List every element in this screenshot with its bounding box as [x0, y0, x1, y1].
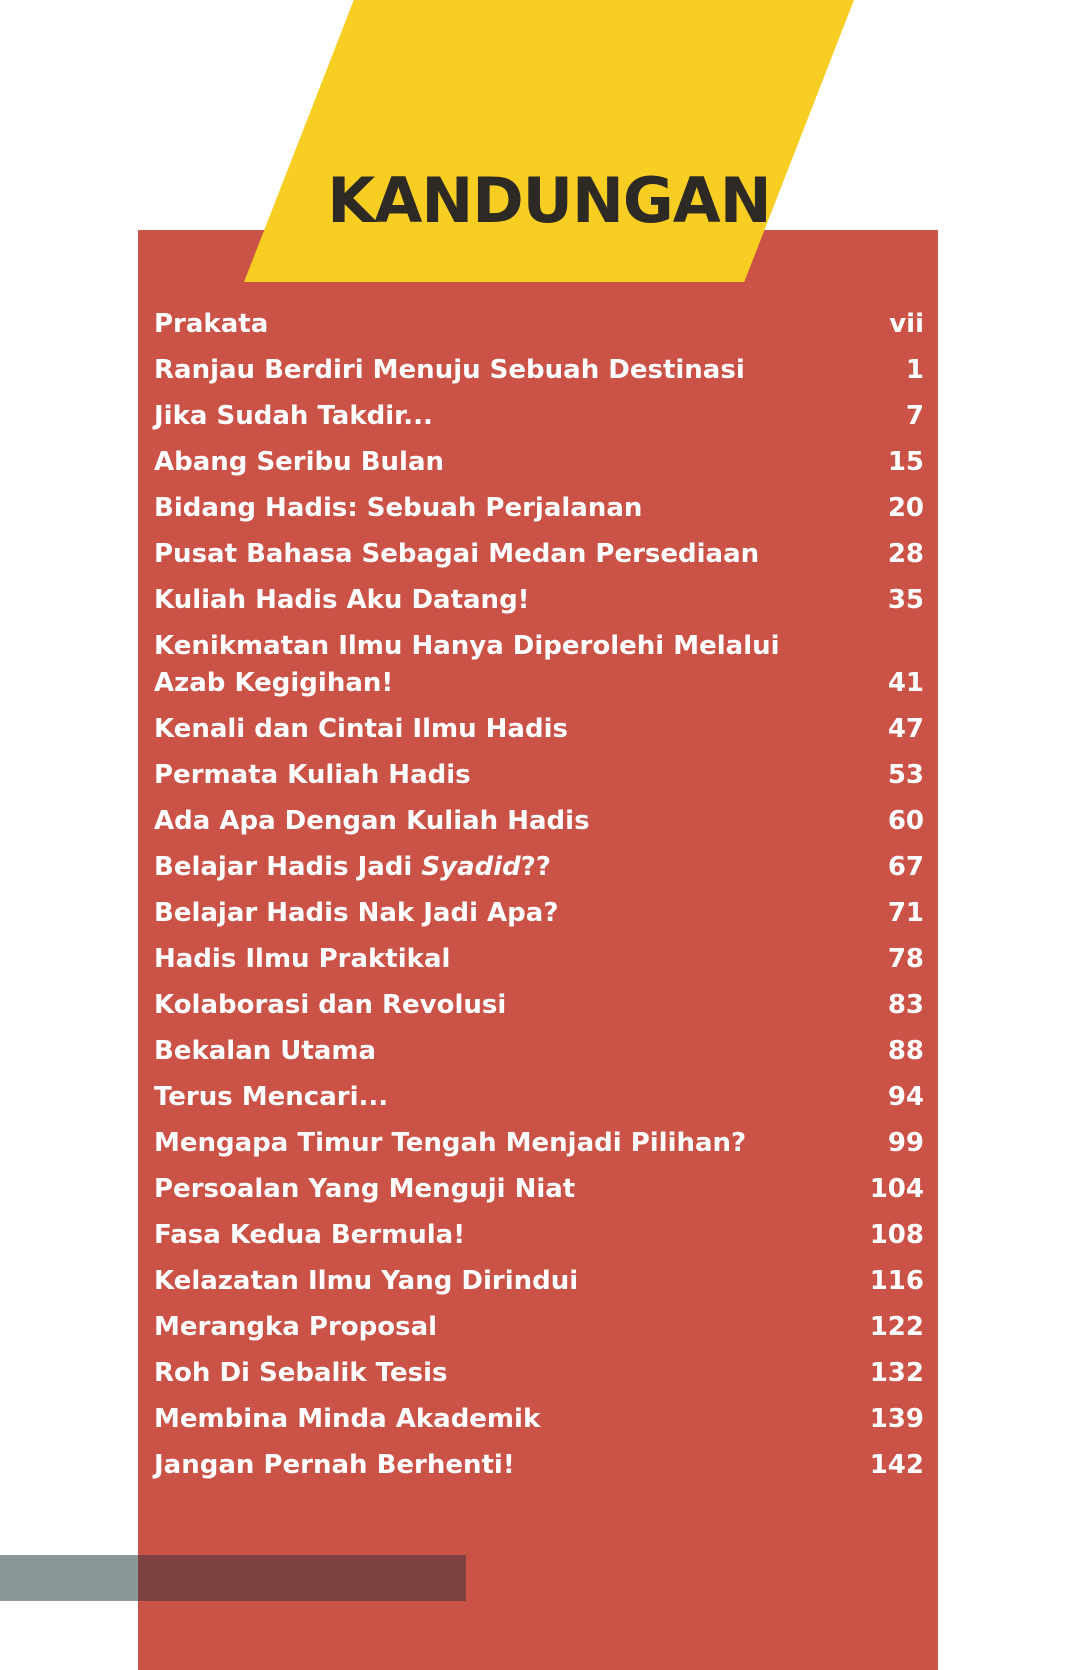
toc-entry-label: Fasa Kedua Bermula!	[154, 1220, 466, 1250]
toc-entry-page: 71	[887, 898, 924, 928]
toc-entry-page: vii	[889, 309, 924, 339]
decorative-bar-overlap	[138, 1555, 466, 1601]
toc-entry-page: 83	[887, 990, 924, 1020]
toc-entry-page: 35	[887, 585, 924, 615]
toc-entry-kolaborasi-dan-revolusi[interactable]	[154, 987, 924, 1024]
toc-entry-label: Prakata	[154, 309, 269, 339]
toc-entry-label	[154, 849, 864, 886]
toc-entry-prakata[interactable]	[154, 306, 924, 343]
toc-entry-page: 78	[887, 944, 924, 974]
toc-entry-label: Persoalan Yang Menguji Niat	[154, 1174, 576, 1204]
toc-entry-abang-seribu-bulan[interactable]	[154, 444, 924, 481]
toc-entry-label: Bekalan Utama	[154, 1036, 377, 1066]
toc-entry-page: 67	[887, 852, 924, 882]
toc-entry-page: 116	[869, 1266, 924, 1296]
toc-entry-kelazatan-ilmu[interactable]	[154, 1263, 924, 1300]
toc-entry-label: Ada Apa Dengan Kuliah Hadis	[154, 806, 590, 836]
toc-entry-page: 60	[887, 806, 924, 836]
toc-entry-label: Kenali dan Cintai Ilmu Hadis	[154, 714, 568, 744]
toc-entry-page: 41	[887, 668, 924, 698]
toc-entry-page: 132	[869, 1358, 924, 1388]
toc-entry-bekalan-utama[interactable]	[154, 1033, 924, 1070]
toc-entry-belajar-hadis-nak-jadi-apa[interactable]	[154, 895, 924, 932]
toc-entry-terus-mencari[interactable]	[154, 1079, 924, 1116]
toc-entry-label: Jangan Pernah Berhenti!	[154, 1450, 515, 1480]
toc-entry-label: Kenikmatan Ilmu Hanya Diperolehi Melalui Azab Kegigihan!	[154, 631, 780, 698]
toc-entry-permata-kuliah-hadis[interactable]	[154, 757, 924, 794]
toc-entry-pusat-bahasa[interactable]	[154, 536, 924, 573]
toc-entry-page: 122	[869, 1312, 924, 1342]
toc-entry-page: 108	[869, 1220, 924, 1250]
toc-entry-page: 142	[869, 1450, 924, 1480]
toc-entry-label: Permata Kuliah Hadis	[154, 760, 471, 790]
toc-entry-page: 15	[887, 447, 924, 477]
toc-entry-belajar-hadis-jadi-syadid[interactable]	[154, 849, 924, 886]
toc-entry-page: 1	[905, 355, 924, 385]
toc-entry-kenali-dan-cintai[interactable]	[154, 711, 924, 748]
toc-entry-label: Kuliah Hadis Aku Datang!	[154, 585, 530, 615]
toc-entry-roh-di-sebalik-tesis[interactable]	[154, 1355, 924, 1392]
toc-entry-persoalan-yang-menguji-niat[interactable]	[154, 1171, 924, 1208]
toc-entry-merangka-proposal[interactable]	[154, 1309, 924, 1346]
toc-entry-membina-minda-akademik[interactable]	[154, 1401, 924, 1438]
toc-entry-fasa-kedua-bermula[interactable]	[154, 1217, 924, 1254]
toc-entry-page: 28	[887, 539, 924, 569]
toc-entry-label: Kelazatan Ilmu Yang Dirindui	[154, 1266, 579, 1296]
page-title: KANDUNGAN	[327, 164, 771, 237]
toc-entry-hadis-ilmu-praktikal[interactable]	[154, 941, 924, 978]
toc-entry-label: Pusat Bahasa Sebagai Medan Persediaan	[154, 539, 760, 569]
toc-entry-label-prefix: Belajar Hadis Jadi	[154, 852, 422, 882]
toc-entry-page: 47	[887, 714, 924, 744]
toc-entry-ranjau-berdiri[interactable]	[154, 352, 924, 389]
toc-entry-label: Terus Mencari...	[154, 1082, 389, 1112]
toc-entry-label-suffix: ??	[520, 852, 551, 882]
toc-entry-label: Hadis Ilmu Praktikal	[154, 944, 451, 974]
toc-entry-kenikmatan-ilmu[interactable]	[154, 628, 924, 702]
toc-entry-label: Belajar Hadis Nak Jadi Apa?	[154, 898, 559, 928]
toc-entry-label: Mengapa Timur Tengah Menjadi Pilihan?	[154, 1128, 747, 1158]
toc-entry-label-italic: Syadid	[421, 852, 521, 882]
toc-entry-page: 53	[887, 760, 924, 790]
toc-entry-jika-sudah-takdir[interactable]	[154, 398, 924, 435]
toc-entry-label: Membina Minda Akademik	[154, 1404, 541, 1434]
toc-entry-page: 88	[887, 1036, 924, 1066]
table-of-contents	[154, 306, 924, 1493]
toc-entry-label: Roh Di Sebalik Tesis	[154, 1358, 448, 1388]
toc-entry-page: 20	[887, 493, 924, 523]
toc-entry-kuliah-hadis-aku-datang[interactable]	[154, 582, 924, 619]
toc-entry-ada-apa-dengan[interactable]	[154, 803, 924, 840]
toc-entry-label: Ranjau Berdiri Menuju Sebuah Destinasi	[154, 355, 745, 385]
toc-entry-jangan-pernah-berhenti[interactable]	[154, 1447, 924, 1484]
toc-entry-page: 94	[887, 1082, 924, 1112]
toc-entry-bidang-hadis[interactable]	[154, 490, 924, 527]
toc-entry-page: 104	[869, 1174, 924, 1204]
toc-entry-page: 7	[905, 401, 924, 431]
toc-entry-page: 99	[887, 1128, 924, 1158]
toc-entry-label: Bidang Hadis: Sebuah Perjalanan	[154, 493, 643, 523]
toc-entry-label: Jika Sudah Takdir...	[154, 401, 433, 431]
toc-entry-label: Abang Seribu Bulan	[154, 447, 445, 477]
toc-entry-label: Kolaborasi dan Revolusi	[154, 990, 507, 1020]
toc-entry-mengapa-timur-tengah[interactable]	[154, 1125, 924, 1162]
toc-entry-page: 139	[869, 1404, 924, 1434]
toc-entry-label: Merangka Proposal	[154, 1312, 438, 1342]
